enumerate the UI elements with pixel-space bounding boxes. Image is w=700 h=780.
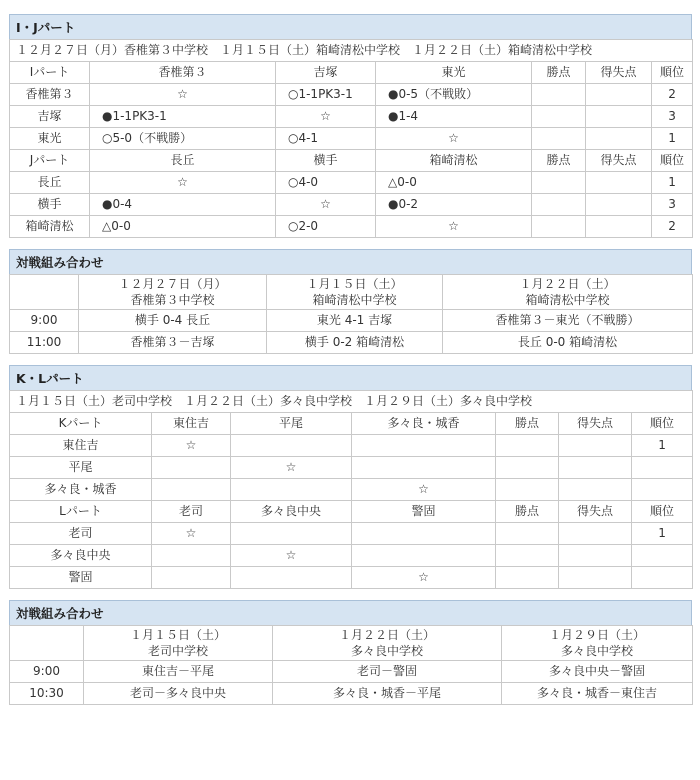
match-venue: 多々良中学校 xyxy=(560,644,633,658)
stat-cell xyxy=(532,172,586,194)
column-header: 香椎第３ xyxy=(90,62,276,84)
table-header-row xyxy=(10,413,693,435)
table-row xyxy=(10,84,693,106)
match-venue: 箱崎清松中学校 xyxy=(525,293,610,307)
match-date-row xyxy=(10,275,693,310)
stat-cell xyxy=(496,457,559,479)
team-name: 老司 xyxy=(10,523,152,545)
stat-cell xyxy=(532,194,586,216)
kl-dates: １月１５日（土）老司中学校 １月２２日（土）多々良中学校 １月２９日（土）多々良中学校 xyxy=(10,391,693,413)
team-name: 吉塚 xyxy=(10,106,90,128)
column-header: 多々良・城香 xyxy=(352,413,496,435)
match-venue: 香椎第３中学校 xyxy=(130,293,215,307)
empty-cell xyxy=(10,626,84,661)
match-date: １月１５日（土） xyxy=(129,628,226,642)
result-cell: ○4-0 xyxy=(276,172,376,194)
stat-cell xyxy=(559,435,632,457)
stat-cell xyxy=(632,479,693,501)
k-part-block xyxy=(10,413,693,501)
team-name: 多々良・城香 xyxy=(10,479,152,501)
column-header: 順位 xyxy=(652,62,693,84)
column-header: 勝点 xyxy=(532,62,586,84)
match-date-cell xyxy=(502,626,693,661)
stat-cell xyxy=(532,128,586,150)
match-venue: 多々良中学校 xyxy=(350,644,423,658)
match-date: １２月２７日（月） xyxy=(118,277,227,291)
match-game: 長丘 0-0 箱崎清松 xyxy=(443,332,693,354)
result-cell: ☆ xyxy=(376,216,532,238)
match-game: 横手 0-2 箱崎清松 xyxy=(267,332,443,354)
empty-cell xyxy=(10,275,79,310)
match-date: １月２２日（土） xyxy=(519,277,616,291)
team-name: 横手 xyxy=(10,194,90,216)
column-header: 勝点 xyxy=(532,150,586,172)
kl-standings-table xyxy=(9,390,693,589)
team-name: 香椎第３ xyxy=(10,84,90,106)
match-game: 横手 0-4 長丘 xyxy=(79,310,267,332)
j-part-block xyxy=(10,150,693,238)
column-header: 東住吉 xyxy=(152,413,231,435)
table-row xyxy=(10,523,693,545)
section-title-ij: I・Jパート xyxy=(9,14,692,39)
match-date: １月２９日（土） xyxy=(548,628,645,642)
result-cell xyxy=(352,435,496,457)
part-label: Lパート xyxy=(10,501,152,523)
stat-cell xyxy=(496,545,559,567)
result-cell: ●0-2 xyxy=(376,194,532,216)
result-cell: ☆ xyxy=(352,567,496,589)
match-time: 11:00 xyxy=(10,332,79,354)
match-game: 東住吉－平尾 xyxy=(84,661,273,683)
result-cell: ☆ xyxy=(276,194,376,216)
section-title-kl: K・Lパート xyxy=(9,365,692,390)
ij-standings-table xyxy=(9,39,693,238)
match-game: 多々良・城香－東住吉 xyxy=(502,683,693,705)
stat-cell xyxy=(559,567,632,589)
result-cell: ☆ xyxy=(352,479,496,501)
team-name: 東光 xyxy=(10,128,90,150)
stat-cell: 1 xyxy=(632,523,693,545)
section-title-kl-match: 対戦組み合わせ xyxy=(9,600,692,625)
match-date-cell xyxy=(443,275,693,310)
table-row xyxy=(10,683,693,705)
match-game: 多々良・城香－平尾 xyxy=(273,683,502,705)
table-row xyxy=(10,661,693,683)
page xyxy=(9,14,692,705)
ij-match-table xyxy=(9,274,693,354)
ij-dates: １２月２７日（月）香椎第３中学校 １月１５日（土）箱崎清松中学校 １月２２日（土）箱崎清松中学校 xyxy=(10,40,693,62)
result-cell xyxy=(352,523,496,545)
table-row xyxy=(10,332,693,354)
result-cell: ●0-5（不戦敗） xyxy=(376,84,532,106)
column-header: 横手 xyxy=(276,150,376,172)
result-cell xyxy=(152,457,231,479)
result-cell: ☆ xyxy=(231,545,352,567)
match-date-cell xyxy=(267,275,443,310)
team-name: 警固 xyxy=(10,567,152,589)
result-cell xyxy=(231,435,352,457)
column-header: 順位 xyxy=(632,413,693,435)
match-time: 9:00 xyxy=(10,661,84,683)
stat-cell xyxy=(632,545,693,567)
match-game: 香椎第３－東光（不戦勝） xyxy=(443,310,693,332)
stat-cell xyxy=(586,194,652,216)
match-date: １月１５日（土） xyxy=(306,277,403,291)
l-part-block xyxy=(10,501,693,589)
table-row xyxy=(10,128,693,150)
result-cell: ☆ xyxy=(376,128,532,150)
match-time: 9:00 xyxy=(10,310,79,332)
stat-cell: 2 xyxy=(652,216,693,238)
column-header: 得失点 xyxy=(586,62,652,84)
result-cell: ●0-4 xyxy=(90,194,276,216)
team-name: 長丘 xyxy=(10,172,90,194)
stat-cell: 2 xyxy=(652,84,693,106)
column-header: 平尾 xyxy=(231,413,352,435)
stat-cell xyxy=(496,567,559,589)
result-cell: ○5-0（不戦勝） xyxy=(90,128,276,150)
part-label: Iパート xyxy=(10,62,90,84)
result-cell: ☆ xyxy=(90,84,276,106)
result-cell: ●1-1PK3-1 xyxy=(90,106,276,128)
stat-cell xyxy=(559,479,632,501)
kl-match-table xyxy=(9,625,693,705)
stat-cell xyxy=(532,84,586,106)
stat-cell xyxy=(632,457,693,479)
section-title-ij-match: 対戦組み合わせ xyxy=(9,249,692,274)
match-date-cell xyxy=(84,626,273,661)
column-header: 順位 xyxy=(652,150,693,172)
result-cell xyxy=(352,545,496,567)
result-cell xyxy=(231,567,352,589)
part-label: Jパート xyxy=(10,150,90,172)
column-header: 得失点 xyxy=(586,150,652,172)
result-cell: ○4-1 xyxy=(276,128,376,150)
result-cell: ○2-0 xyxy=(276,216,376,238)
team-name: 箱崎清松 xyxy=(10,216,90,238)
column-header: 警固 xyxy=(352,501,496,523)
column-header: 得失点 xyxy=(559,413,632,435)
stat-cell xyxy=(586,128,652,150)
stat-cell xyxy=(559,545,632,567)
table-row xyxy=(10,216,693,238)
team-name: 平尾 xyxy=(10,457,152,479)
stat-cell xyxy=(496,523,559,545)
match-date-cell xyxy=(273,626,502,661)
match-game: 老司－多々良中央 xyxy=(84,683,273,705)
column-header: 得失点 xyxy=(559,501,632,523)
stat-cell xyxy=(496,435,559,457)
stat-cell xyxy=(586,106,652,128)
team-name: 多々良中央 xyxy=(10,545,152,567)
table-header-row xyxy=(10,501,693,523)
table-row xyxy=(10,106,693,128)
match-date: １月２２日（土） xyxy=(338,628,435,642)
column-header: 長丘 xyxy=(90,150,276,172)
column-header: 吉塚 xyxy=(276,62,376,84)
result-cell: ☆ xyxy=(276,106,376,128)
match-time: 10:30 xyxy=(10,683,84,705)
stat-cell xyxy=(532,106,586,128)
i-part-block xyxy=(10,62,693,150)
stat-cell xyxy=(586,172,652,194)
stat-cell xyxy=(559,523,632,545)
match-date-cell xyxy=(79,275,267,310)
result-cell xyxy=(152,567,231,589)
stat-cell: 3 xyxy=(652,106,693,128)
result-cell xyxy=(231,479,352,501)
table-header-row xyxy=(10,62,693,84)
table-row xyxy=(10,172,693,194)
column-header: 老司 xyxy=(152,501,231,523)
stat-cell xyxy=(559,457,632,479)
match-game: 香椎第３－吉塚 xyxy=(79,332,267,354)
stat-cell xyxy=(586,84,652,106)
column-header: 多々良中央 xyxy=(231,501,352,523)
table-row xyxy=(10,310,693,332)
stat-cell xyxy=(496,479,559,501)
stat-cell: 3 xyxy=(652,194,693,216)
stat-cell: 1 xyxy=(632,435,693,457)
match-venue: 老司中学校 xyxy=(147,644,208,658)
table-row xyxy=(10,567,693,589)
column-header: 箱崎清松 xyxy=(376,150,532,172)
match-venue: 箱崎清松中学校 xyxy=(312,293,397,307)
result-cell xyxy=(152,545,231,567)
result-cell: ☆ xyxy=(231,457,352,479)
result-cell: ☆ xyxy=(90,172,276,194)
result-cell xyxy=(352,457,496,479)
table-row xyxy=(10,435,693,457)
match-game: 老司－警固 xyxy=(273,661,502,683)
result-cell: ●1-4 xyxy=(376,106,532,128)
stat-cell: 1 xyxy=(652,172,693,194)
stat-cell xyxy=(586,216,652,238)
table-row xyxy=(10,479,693,501)
table-row xyxy=(10,545,693,567)
column-header: 順位 xyxy=(632,501,693,523)
match-game: 多々良中央－警固 xyxy=(502,661,693,683)
result-cell xyxy=(152,479,231,501)
result-cell: ☆ xyxy=(152,435,231,457)
part-label: Kパート xyxy=(10,413,152,435)
stat-cell: 1 xyxy=(652,128,693,150)
result-cell: △0-0 xyxy=(90,216,276,238)
result-cell: ☆ xyxy=(152,523,231,545)
stat-cell xyxy=(632,567,693,589)
column-header: 勝点 xyxy=(496,501,559,523)
match-game: 東光 4-1 吉塚 xyxy=(267,310,443,332)
table-header-row xyxy=(10,150,693,172)
stat-cell xyxy=(532,216,586,238)
column-header: 勝点 xyxy=(496,413,559,435)
result-cell: ○1-1PK3-1 xyxy=(276,84,376,106)
match-date-row xyxy=(10,626,693,661)
result-cell xyxy=(231,523,352,545)
column-header: 東光 xyxy=(376,62,532,84)
result-cell: △0-0 xyxy=(376,172,532,194)
table-row xyxy=(10,194,693,216)
table-row xyxy=(10,457,693,479)
team-name: 東住吉 xyxy=(10,435,152,457)
